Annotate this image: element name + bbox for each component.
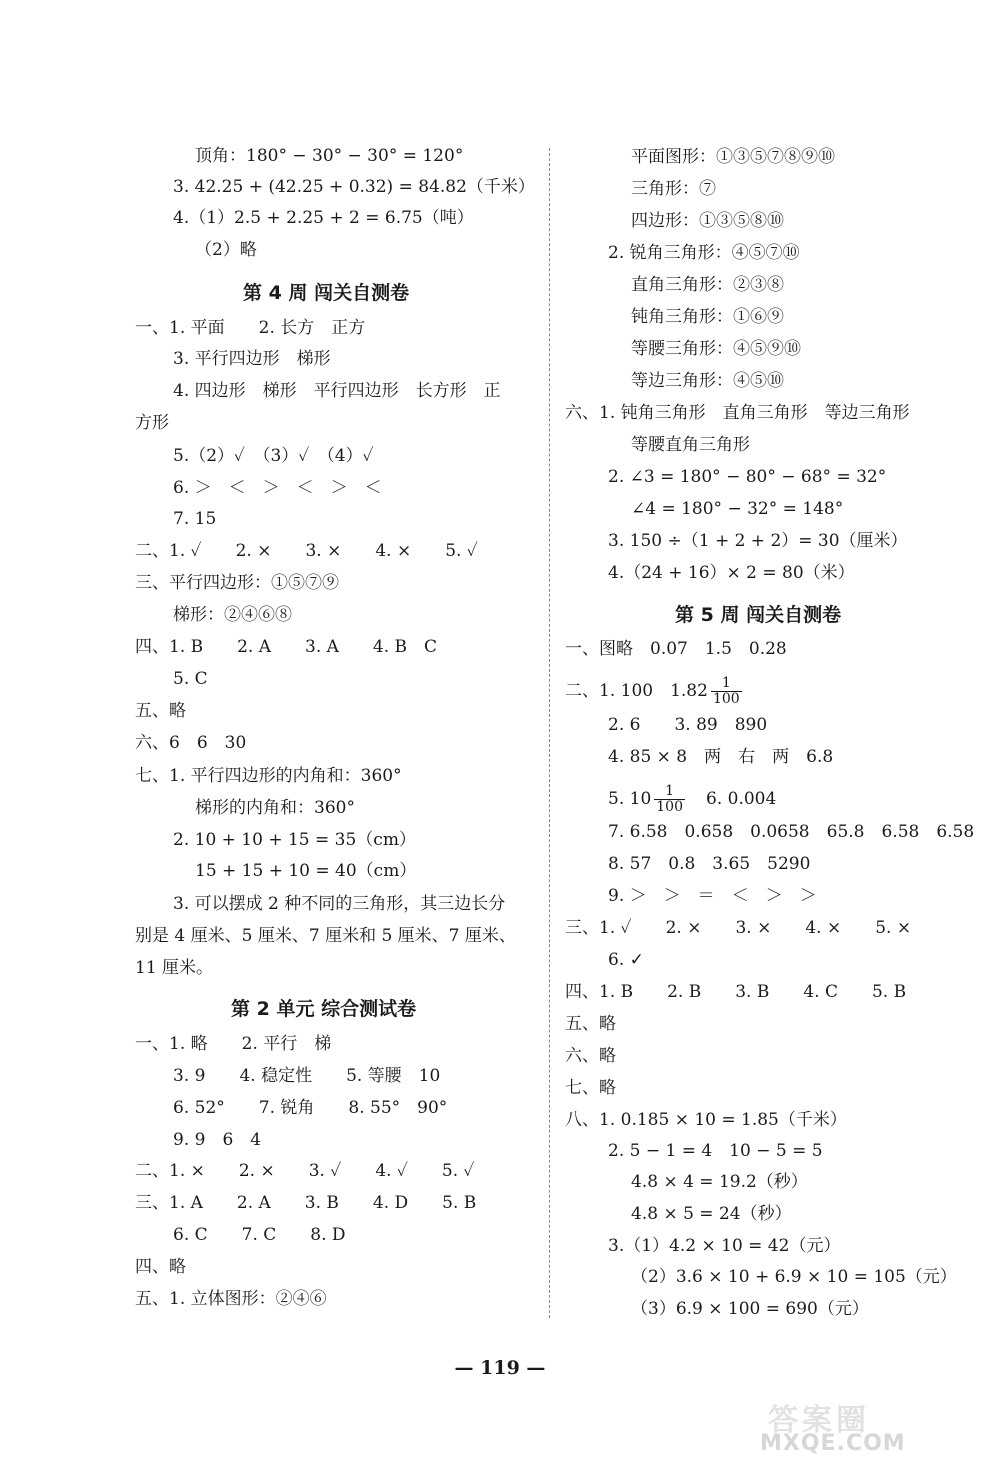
line-text: 四、略: [135, 1257, 186, 1277]
left-answer-line: [195, 860, 416, 882]
watermark-site: MXQE.COM: [760, 1431, 906, 1456]
line-text: 四、1. B 2. A 3. A 4. B C: [135, 637, 438, 657]
left-answer-line: [173, 1129, 261, 1151]
left-answer-line: [135, 1288, 327, 1310]
left-answer-line: [173, 893, 505, 915]
line-text: 9. ＞ ＞ ＝ ＜ ＞ ＞: [608, 886, 817, 906]
left-answer-line: [173, 380, 501, 402]
line-text: 4.8 × 4 = 19.2（秒）: [631, 1172, 808, 1192]
fraction: [711, 676, 742, 707]
line-text: 9. 9 6 4: [173, 1130, 262, 1150]
line-text: 八、1. 0.185 × 10 = 1.85（千米）: [565, 1110, 847, 1130]
right-answer-line: [631, 1203, 792, 1225]
right-answer-line: [608, 821, 974, 843]
right-answer-line: [565, 1013, 616, 1035]
right-answer-line: [608, 853, 810, 875]
line-tail-text: 6. 0.004: [706, 789, 777, 809]
line-text: 等腰三角形：④⑤⑨⑩: [631, 339, 801, 359]
line-text: 4. 四边形 梯形 平行四边形 长方形 正: [173, 381, 501, 401]
line-text: 6. C 7. C 8. D: [173, 1225, 346, 1245]
line-text: 别是 4 厘米、5 厘米、7 厘米和 5 厘米、7 厘米、: [135, 926, 516, 946]
left-answer-line: [135, 1160, 475, 1182]
left-answer-line: [195, 797, 355, 819]
line-text: 五、1. 立体图形：②④⑥: [135, 1289, 327, 1309]
left-answer-line: [173, 348, 331, 370]
line-text: 2. 10 + 10 + 15 = 35（cm）: [173, 830, 416, 850]
left-answer-line: [135, 925, 516, 947]
line-text: 直角三角形：②③⑧: [631, 275, 784, 295]
right-answer-line: [565, 676, 745, 707]
left-answer-line: [173, 508, 216, 530]
left-answer-line: [135, 732, 246, 754]
left-answer-line: [195, 239, 257, 261]
left-answer-line: [173, 477, 382, 499]
watermark-logo: [760, 1395, 990, 1455]
line-text: 4. 85 × 8 两 右 两 6.8: [608, 747, 834, 767]
line-text: 平面图形：①③⑤⑦⑧⑨⑩: [631, 147, 835, 167]
line-text: 第 4 周 闯关自测卷: [243, 282, 410, 304]
line-text: 顶角：180° − 30° − 30° = 120°: [195, 146, 464, 166]
right-answer-line: [608, 530, 908, 552]
right-answer-line: [631, 178, 716, 200]
left-answer-line: [173, 1097, 447, 1119]
right-answer-line: [631, 370, 784, 392]
line-text: 方形: [135, 413, 169, 433]
line-text: （2）3.6 × 10 + 6.9 × 10 = 105（元）: [631, 1267, 957, 1287]
left-section-heading: [231, 997, 416, 1021]
left-answer-line: [173, 604, 292, 626]
fraction-denominator: 100: [712, 691, 740, 707]
line-text: 二、1. ✓ 2. × 3. × 4. × 5. ✓: [135, 541, 478, 561]
right-answer-line: [631, 1298, 869, 1320]
left-section-heading: [243, 281, 409, 305]
right-answer-line: [631, 274, 784, 296]
left-answer-line: [135, 1256, 186, 1278]
right-answer-line: [608, 885, 817, 907]
page-number: — 119 —: [454, 1357, 546, 1379]
right-answer-line: [608, 949, 644, 971]
line-text: 一、图略 0.07 1.5 0.28: [565, 639, 787, 659]
line-text: 钝角三角形：①⑥⑨: [631, 307, 784, 327]
line-text: 5. C: [173, 669, 208, 689]
right-answer-line: [565, 402, 910, 424]
line-text: 第 5 周 闯关自测卷: [675, 604, 842, 626]
line-text: 7. 15: [173, 509, 217, 529]
line-text: 四边形：①③⑤⑧⑩: [631, 211, 784, 231]
line-text: 六、略: [565, 1046, 616, 1066]
line-text: 二、1. 100 1.82: [565, 681, 708, 701]
left-answer-line: [173, 829, 416, 851]
line-text: 3. 9 4. 稳定性 5. 等腰 10: [173, 1066, 441, 1086]
line-text: 七、略: [565, 1078, 616, 1098]
line-text: 5. 10: [608, 789, 652, 809]
right-answer-line: [608, 746, 833, 768]
line-text: （2）略: [195, 240, 257, 260]
line-text: 7. 6.58 0.658 0.0658 65.8 6.58 6.58: [608, 822, 975, 842]
line-text: 一、1. 略 2. 平行 梯: [135, 1034, 332, 1054]
line-text: （3）6.9 × 100 = 690（元）: [631, 1299, 869, 1319]
right-answer-line: [631, 434, 750, 456]
left-answer-line: [135, 700, 186, 722]
watermark-logo-text: 答案圈: [768, 1403, 870, 1438]
column-divider: [549, 148, 550, 1318]
line-text: 一、1. 平面 2. 长方 正方: [135, 318, 366, 338]
line-text: 3. 42.25 + (42.25 + 0.32) = 84.82（千米）: [173, 177, 535, 197]
left-answer-line: [173, 1065, 440, 1087]
left-answer-line: [135, 412, 169, 434]
left-answer-line: [135, 957, 213, 979]
line-text: 8. 57 0.8 3.65 5290: [608, 854, 811, 874]
line-text: 等腰直角三角形: [631, 435, 750, 455]
line-text: 六、6 6 30: [135, 733, 247, 753]
line-text: 第 2 单元 综合测试卷: [231, 998, 417, 1020]
line-text: 4.（24 + 16）× 2 = 80（米）: [608, 563, 855, 583]
line-text: 4.8 × 5 = 24（秒）: [631, 1204, 792, 1224]
line-text: 七、1. 平行四边形的内角和：360°: [135, 766, 402, 786]
fraction-numerator: 1: [654, 784, 685, 800]
left-answer-line: [173, 668, 208, 690]
line-text: 梯形的内角和：360°: [195, 798, 355, 818]
line-text: 2. 5 − 1 = 4 10 − 5 = 5: [608, 1141, 823, 1161]
line-text: 三、平行四边形：①⑤⑦⑨: [135, 573, 339, 593]
right-column: [565, 0, 985, 1340]
line-text: 六、1. 钝角三角形 直角三角形 等边三角形: [565, 403, 910, 423]
left-answer-line: [135, 572, 339, 594]
right-answer-line: [631, 1266, 957, 1288]
line-text: 11 厘米。: [135, 958, 214, 978]
right-answer-line: [608, 242, 800, 264]
left-answer-line: [195, 145, 463, 167]
left-answer-line: [173, 445, 374, 467]
right-answer-line: [631, 1171, 808, 1193]
line-text: 3. 可以摆成 2 种不同的三角形，其三边长分: [173, 894, 506, 914]
line-text: 4.（1）2.5 + 2.25 + 2 = 6.75（吨）: [173, 208, 474, 228]
line-text: 梯形：②④⑥⑧: [173, 605, 292, 625]
right-answer-line: [631, 146, 835, 168]
left-answer-line: [135, 317, 365, 339]
line-text: 6. ✓: [608, 950, 644, 970]
line-text: 15 + 15 + 10 = 40（cm）: [195, 861, 417, 881]
left-answer-line: [135, 1192, 476, 1214]
left-answer-line: [173, 207, 474, 229]
right-answer-line: [565, 981, 906, 1003]
line-text: 等边三角形：④⑤⑩: [631, 371, 784, 391]
line-text: ∠4 = 180° − 32° = 148°: [631, 499, 844, 519]
right-answer-line: [608, 1140, 823, 1162]
right-answer-line: [565, 1077, 616, 1099]
line-text: 2. 锐角三角形：④⑤⑦⑩: [608, 243, 800, 263]
right-answer-line: [565, 917, 911, 939]
left-column: [135, 0, 555, 1340]
left-answer-line: [135, 1033, 331, 1055]
line-text: 二、1. × 2. × 3. ✓ 4. ✓ 5. ✓: [135, 1161, 475, 1181]
fraction: [654, 784, 685, 815]
right-answer-line: [565, 1045, 616, 1067]
left-answer-line: [135, 540, 478, 562]
right-answer-line: [631, 498, 843, 520]
right-answer-line: [565, 1109, 847, 1131]
line-text: 三、1. A 2. A 3. B 4. D 5. B: [135, 1193, 477, 1213]
right-answer-line: [631, 306, 784, 328]
fraction-numerator: 1: [711, 676, 742, 692]
line-text: 三、1. ✓ 2. × 3. × 4. × 5. ×: [565, 918, 912, 938]
right-answer-line: [608, 466, 886, 488]
right-answer-line: [608, 784, 776, 815]
line-text: 四、1. B 2. B 3. B 4. C 5. B: [565, 982, 907, 1002]
left-answer-line: [135, 636, 437, 658]
left-answer-line: [135, 765, 402, 787]
fraction-denominator: 100: [656, 799, 683, 815]
line-text: 6. 52° 7. 锐角 8. 55° 90°: [173, 1098, 448, 1118]
line-text: 2. ∠3 = 180° − 80° − 68° = 32°: [608, 467, 887, 487]
line-text: 3. 平行四边形 梯形: [173, 349, 331, 369]
right-answer-line: [608, 1235, 840, 1257]
line-text: 三角形：⑦: [631, 179, 716, 199]
line-text: 五、略: [565, 1014, 616, 1034]
line-text: 3. 150 ÷（1 + 2 + 2）= 30（厘米）: [608, 531, 908, 551]
line-text: 2. 6 3. 89 890: [608, 715, 768, 735]
line-text: 5.（2）✓ （3）✓ （4）✓: [173, 446, 374, 466]
right-answer-line: [631, 338, 801, 360]
right-answer-line: [631, 210, 784, 232]
line-text: 6. ＞ ＜ ＞ ＜ ＞ ＜: [173, 478, 382, 498]
line-text: 3.（1）4.2 × 10 = 42（元）: [608, 1236, 841, 1256]
line-text: 五、略: [135, 701, 186, 721]
right-answer-line: [608, 714, 767, 736]
right-answer-line: [565, 638, 787, 660]
left-answer-line: [173, 176, 535, 198]
right-answer-line: [608, 562, 855, 584]
left-answer-line: [173, 1224, 346, 1246]
right-section-heading: [675, 603, 841, 627]
